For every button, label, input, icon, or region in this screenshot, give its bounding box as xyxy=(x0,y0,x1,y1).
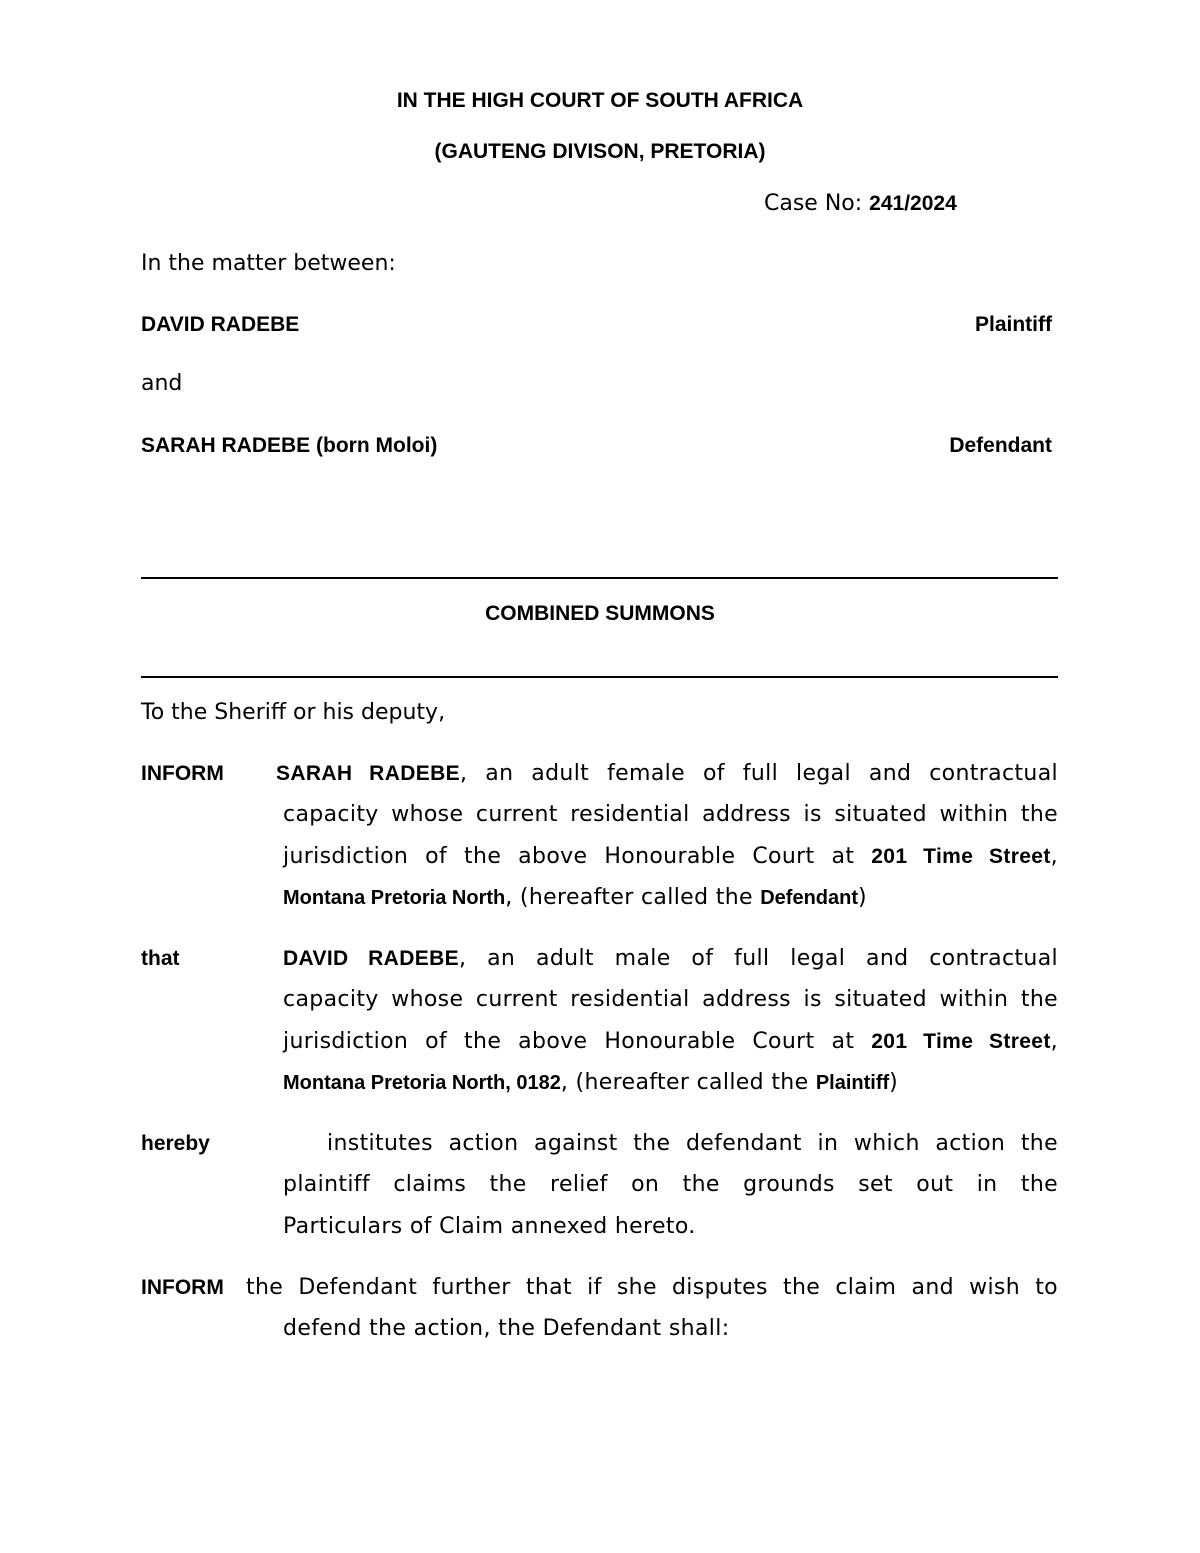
title-rule-bottom xyxy=(141,676,1058,678)
inform-line-4: Montana Pretoria North, (hereafter called the Defendant) xyxy=(283,885,867,910)
division-heading: (GAUTENG DIVISON, PRETORIA) xyxy=(434,140,766,163)
inform-further-line-2: defend the action, the Defendant shall: xyxy=(283,1316,730,1341)
plaintiff-party-name: DAVID RADEBE xyxy=(283,947,459,970)
that-line-3: jurisdiction of the above Honourable Court at 201 Time Street, xyxy=(283,1029,1059,1054)
defendant-party-name: SARAH RADEBE xyxy=(276,762,460,785)
case-number xyxy=(764,191,957,216)
defendant-name: SARAH RADEBE (born Moloi) xyxy=(141,434,438,457)
salutation: To the Sheriff or his deputy, xyxy=(141,700,446,725)
inform-further-label: INFORM xyxy=(141,1276,224,1299)
inform-further-line-1: the Defendant further that if she disputes the claim and wish to xyxy=(246,1275,1058,1300)
inform-label: INFORM xyxy=(141,762,224,785)
that-line-2: capacity whose current residential address is situated within the xyxy=(283,987,1058,1012)
title-rule-top xyxy=(141,577,1058,579)
case-no-label: Case No: xyxy=(764,191,863,216)
and-connector: and xyxy=(141,371,183,396)
inform-line-2: capacity whose current residential address is situated within the xyxy=(283,802,1058,827)
matter-intro: In the matter between: xyxy=(141,251,396,276)
case-no-value: 241/2024 xyxy=(869,192,957,215)
plaintiff-role: Plaintiff xyxy=(975,313,1052,336)
document-title: COMBINED SUMMONS xyxy=(485,602,715,625)
defendant-role: Defendant xyxy=(949,434,1052,457)
that-line-1: DAVID RADEBE, an adult male of full legal and contractual xyxy=(283,946,1058,971)
hereby-label: hereby xyxy=(141,1132,210,1155)
hereby-line-1: institutes action against the defendant in which action the xyxy=(327,1131,1058,1156)
that-label: that xyxy=(141,947,180,970)
inform-line-1: SARAH RADEBE, an adult female of full legal and contractual xyxy=(276,761,1058,786)
plaintiff-name: DAVID RADEBE xyxy=(141,313,300,336)
hereby-line-2: plaintiff claims the relief on the grounds set out in the xyxy=(283,1172,1058,1197)
court-heading: IN THE HIGH COURT OF SOUTH AFRICA xyxy=(396,89,804,112)
that-line-4: Montana Pretoria North, 0182, (hereafter called the Plaintiff) xyxy=(283,1070,899,1095)
inform-line-3: jurisdiction of the above Honourable Court at 201 Time Street, xyxy=(283,844,1059,869)
hereby-line-3: Particulars of Claim annexed hereto. xyxy=(283,1214,696,1239)
